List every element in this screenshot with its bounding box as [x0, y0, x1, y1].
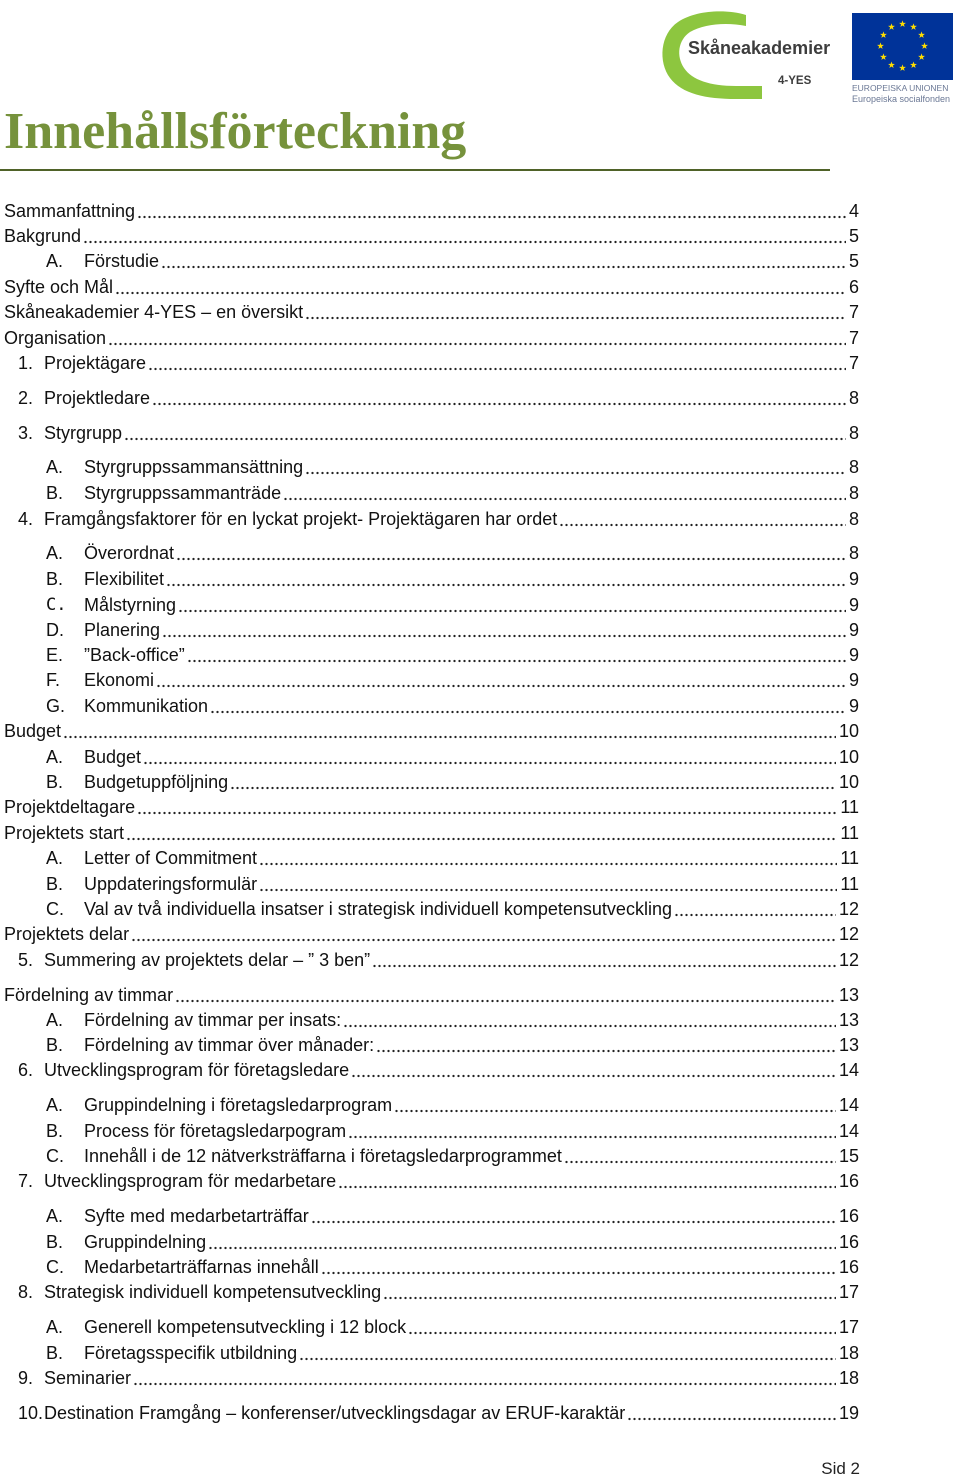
toc-entry-title: Generell kompetensutveckling i 12 block: [84, 1317, 407, 1337]
toc-entry-number: C.: [46, 595, 67, 615]
toc-entry[interactable]: [0, 1230, 859, 1254]
toc-entry-number: D.: [46, 620, 64, 640]
toc-dot-leader: [162, 618, 846, 642]
toc-dot-leader: [137, 795, 837, 819]
toc-entry-page: 11: [840, 823, 859, 843]
toc-entry[interactable]: [0, 541, 859, 565]
toc-dot-leader: [63, 719, 836, 743]
toc-entry-page: 5: [848, 251, 859, 271]
toc-entry-title: Projektledare: [44, 388, 151, 408]
toc-entry-page: 9: [848, 696, 859, 716]
toc-entry-title: Budget: [84, 747, 142, 767]
toc-entry-page: 10: [838, 721, 859, 741]
toc-entry-number: A.: [46, 747, 64, 767]
toc-entry[interactable]: [0, 795, 859, 819]
toc-dot-leader: [166, 567, 846, 591]
toc-entry-page: 10: [838, 772, 859, 792]
toc-entry-number: 5.: [18, 950, 34, 970]
toc-entry-number: C.: [46, 899, 64, 919]
toc-entry[interactable]: [0, 351, 859, 375]
toc-entry-number: 10.: [18, 1403, 44, 1423]
toc-entry-title: Process för företagsledarpogram: [84, 1121, 347, 1141]
toc-entry-page: 9: [848, 670, 859, 690]
toc-entry[interactable]: [0, 1058, 859, 1082]
toc-entry[interactable]: [0, 593, 859, 617]
toc-entry-title: Fördelning av timmar över månader:: [84, 1035, 375, 1055]
toc-entry[interactable]: [0, 1255, 859, 1279]
toc-entry[interactable]: [0, 199, 859, 223]
toc-entry-page: 6: [848, 277, 859, 297]
toc-entry-page: 7: [848, 328, 859, 348]
toc-entry[interactable]: [0, 719, 859, 743]
toc-entry-number: F.: [46, 670, 61, 690]
toc-dot-leader: [210, 694, 846, 718]
toc-entry-number: C.: [46, 1146, 64, 1166]
toc-entry-page: 16: [838, 1206, 859, 1226]
eu-label-union: EUROPEISKA UNIONEN: [852, 83, 949, 93]
toc-entry[interactable]: [0, 983, 859, 1007]
toc-entry[interactable]: [0, 1033, 859, 1057]
toc-entry-number: A.: [46, 1095, 64, 1115]
toc-entry[interactable]: [0, 643, 859, 667]
toc-entry-title: Flexibilitet: [84, 569, 165, 589]
toc-dot-leader: [383, 1280, 836, 1304]
toc-entry[interactable]: [0, 1315, 859, 1339]
toc-entry-page: 13: [838, 985, 859, 1005]
toc-entry[interactable]: [0, 694, 859, 718]
toc-dot-leader: [321, 1255, 836, 1279]
toc-entry-page: 11: [840, 874, 859, 894]
toc-entry-number: A.: [46, 457, 64, 477]
toc-entry-title: Skåneakademier 4-YES – en översikt: [4, 302, 304, 322]
toc-entry-page: 11: [840, 848, 859, 868]
toc-entry-title: Projektets delar: [4, 924, 130, 944]
toc-entry-title: Ekonomi: [84, 670, 155, 690]
toc-entry-page: 12: [838, 899, 859, 919]
toc-entry[interactable]: [0, 846, 859, 870]
toc-entry-page: 9: [848, 569, 859, 589]
toc-entry-page: 13: [838, 1010, 859, 1030]
toc-entry-page: 18: [838, 1343, 859, 1363]
toc-entry-number: A.: [46, 543, 64, 563]
toc-dot-leader: [305, 300, 846, 324]
toc-entry-title: Bakgrund: [4, 226, 82, 246]
toc-entry[interactable]: [0, 421, 859, 445]
toc-entry-title: Val av två individuella insatser i strategisk individuell kompetensutveckling: [84, 899, 672, 919]
toc-entry-number: A.: [46, 848, 64, 868]
eu-emblem: [852, 13, 953, 104]
toc-entry-number: B.: [46, 874, 64, 894]
page-number: Sid 2: [821, 1459, 860, 1478]
toc-entry-page: 18: [838, 1368, 859, 1388]
toc-entry[interactable]: [0, 249, 859, 273]
toc-dot-leader: [137, 199, 846, 223]
toc-entry-number: A.: [46, 1010, 64, 1030]
toc-entry-number: B.: [46, 1232, 64, 1252]
toc-entry[interactable]: [0, 1093, 859, 1117]
toc-entry-page: 9: [848, 620, 859, 640]
toc-dot-leader: [133, 1366, 836, 1390]
toc-entry-page: 8: [848, 423, 859, 443]
toc-entry-number: E.: [46, 645, 64, 665]
page-title: Innehållsförteckning: [4, 103, 467, 160]
toc-entry[interactable]: [0, 326, 859, 350]
toc-entry-page: 8: [848, 483, 859, 503]
toc-entry[interactable]: [0, 1119, 859, 1143]
toc-entry-page: 16: [838, 1171, 859, 1191]
toc-dot-leader: [208, 1230, 836, 1254]
toc-entry-number: B.: [46, 1343, 64, 1363]
toc-entry[interactable]: [0, 300, 859, 324]
toc-entry-page: 8: [848, 509, 859, 529]
toc-entry-title: Styrgrupp: [44, 423, 123, 443]
toc-entry-page: 8: [848, 543, 859, 563]
toc-entry-number: A.: [46, 1206, 64, 1226]
toc-entry[interactable]: [0, 275, 859, 299]
toc-dot-leader: [156, 668, 846, 692]
toc-entry[interactable]: [0, 948, 859, 972]
toc-entry-page: 7: [848, 302, 859, 322]
toc-entry-title: Medarbetarträffarnas innehåll: [84, 1257, 319, 1277]
toc-entry-title: Strategisk individuell kompetensutveckling: [44, 1282, 382, 1302]
toc-entry-page: 14: [838, 1121, 859, 1141]
toc-entry[interactable]: [0, 668, 859, 692]
toc-entry-title: Uppdateringsformulär: [84, 874, 258, 894]
toc-entry-number: A.: [46, 251, 64, 271]
toc-entry[interactable]: [0, 821, 859, 845]
toc-entry-page: 8: [848, 388, 859, 408]
toc-dot-leader: [115, 275, 846, 299]
toc-dot-leader: [131, 922, 836, 946]
toc-entry-page: 14: [838, 1060, 859, 1080]
toc-entry-title: Summering av projektets delar – ” 3 ben”: [44, 950, 371, 970]
toc-dot-leader: [674, 897, 836, 921]
toc-entry[interactable]: [0, 224, 859, 248]
toc-dot-leader: [259, 846, 837, 870]
toc-entry-page: 17: [838, 1282, 859, 1302]
toc-dot-leader: [311, 1204, 836, 1228]
toc-entry-title: Företagsspecifik utbildning: [84, 1343, 298, 1363]
toc-dot-leader: [152, 386, 846, 410]
toc-entry[interactable]: [0, 745, 859, 769]
toc-entry[interactable]: [0, 1169, 859, 1193]
toc-entry-number: B.: [46, 1035, 64, 1055]
toc-entry-number: 2.: [18, 388, 34, 408]
toc-entry-page: 9: [848, 645, 859, 665]
toc-dot-leader: [259, 872, 837, 896]
toc-entry-number: B.: [46, 1121, 64, 1141]
toc-entry-number: B.: [46, 569, 64, 589]
toc-entry-page: 9: [848, 595, 859, 615]
toc-entry-page: 7: [848, 353, 859, 373]
toc-entry-number: 9.: [18, 1368, 34, 1388]
toc-entry-page: 15: [838, 1146, 859, 1166]
toc-entry-page: 13: [838, 1035, 859, 1055]
toc-entry-title: Målstyrning: [84, 595, 177, 615]
toc-entry[interactable]: [0, 567, 859, 591]
toc-entry-title: Syfte med medarbetarträffar: [84, 1206, 309, 1226]
toc-entry-title: Innehåll i de 12 nätverksträffarna i företagsledarprogrammet: [84, 1146, 562, 1166]
toc-dot-leader: [338, 1169, 836, 1193]
toc-entry-title: Planering: [84, 620, 161, 640]
toc-entry-page: 12: [838, 950, 859, 970]
toc-entry[interactable]: [0, 897, 859, 921]
toc-entry-page: 12: [838, 924, 859, 944]
toc-entry-title: Styrgruppssammansättning: [84, 457, 304, 477]
toc-dot-leader: [124, 421, 846, 445]
toc-entry[interactable]: [0, 1341, 859, 1365]
logo-tag: 4-YES: [778, 75, 812, 87]
toc-dot-leader: [305, 455, 846, 479]
toc-dot-leader: [299, 1341, 836, 1365]
toc-dot-leader: [343, 1008, 836, 1032]
toc-entry-title: Letter of Commitment: [84, 848, 258, 868]
toc-entry-page: 4: [848, 201, 859, 221]
toc-entry-page: 14: [838, 1095, 859, 1115]
toc-entry-title: Budget: [4, 721, 62, 741]
toc-dot-leader: [83, 224, 846, 248]
toc-entry-number: 4.: [18, 509, 34, 529]
toc-dot-leader: [230, 770, 836, 794]
toc-entry-title: Fördelning av timmar per insats:: [84, 1010, 342, 1030]
toc-entry[interactable]: [0, 1008, 859, 1032]
toc-entry-page: 8: [848, 457, 859, 477]
toc-dot-leader: [126, 821, 837, 845]
toc-dot-leader: [176, 541, 846, 565]
toc-entry-title: Projektdeltagare: [4, 797, 136, 817]
toc-entry[interactable]: [0, 1366, 859, 1390]
toc-entry-title: Fördelning av timmar: [4, 985, 174, 1005]
toc-entry[interactable]: [0, 922, 859, 946]
toc-entry-page: 11: [840, 797, 859, 817]
toc-entry-title: Organisation: [4, 328, 107, 348]
toc-entry-number: 8.: [18, 1282, 34, 1302]
toc-entry-page: 16: [838, 1257, 859, 1277]
toc-entry-title: Projektägare: [44, 353, 147, 373]
toc-entry-title: ”Back-office”: [84, 645, 185, 665]
toc-dot-leader: [283, 481, 846, 505]
toc-entry[interactable]: [0, 386, 859, 410]
toc-entry-title: Seminarier: [44, 1368, 132, 1388]
toc-entry-title: Förstudie: [84, 251, 160, 271]
eu-label-fund: Europeiska socialfonden: [852, 94, 951, 104]
toc-entry-title: Gruppindelning: [84, 1232, 207, 1252]
toc-entry[interactable]: [0, 455, 859, 479]
toc-entry-page: 19: [838, 1403, 859, 1423]
toc-dot-leader: [372, 948, 836, 972]
toc-entry-title: Sammanfattning: [4, 201, 136, 221]
toc-dot-leader: [148, 351, 846, 375]
toc-entry[interactable]: [0, 481, 859, 505]
toc-entry-number: 1.: [18, 353, 34, 373]
toc-entry-number: C.: [46, 1257, 64, 1277]
toc-entry-number: 7.: [18, 1171, 34, 1191]
toc-entry-page: 17: [838, 1317, 859, 1337]
toc-dot-leader: [376, 1033, 836, 1057]
toc-dot-leader: [559, 507, 846, 531]
toc-entry-title: Gruppindelning i företagsledarprogram: [84, 1095, 393, 1115]
toc-entry-title: Framgångsfaktorer för en lyckat projekt- Projektägaren har ordet: [44, 509, 558, 529]
toc-entry-title: Projektets start: [4, 823, 125, 843]
toc-dot-leader: [187, 643, 846, 667]
toc-entry-title: Utvecklingsprogram för medarbetare: [44, 1171, 337, 1191]
toc-entry[interactable]: [0, 507, 859, 531]
toc-entry[interactable]: [0, 1204, 859, 1228]
toc-dot-leader: [175, 983, 836, 1007]
toc-entry-title: Utvecklingsprogram för företagsledare: [44, 1060, 350, 1080]
toc-entry[interactable]: [0, 1280, 859, 1304]
toc-dot-leader: [178, 593, 846, 617]
toc-entry-number: A.: [46, 1317, 64, 1337]
toc-entry-number: 6.: [18, 1060, 34, 1080]
toc-entry-title: Destination Framgång – konferenser/utvecklingsdagar av ERUF-karaktär: [44, 1403, 626, 1423]
toc-entry[interactable]: [0, 1401, 859, 1425]
toc-entry-page: 5: [848, 226, 859, 246]
toc-dot-leader: [627, 1401, 836, 1425]
toc-entry-title: Kommunikation: [84, 696, 209, 716]
toc-entry-title: Överordnat: [84, 543, 175, 563]
toc-entry-number: B.: [46, 483, 64, 503]
toc-entry[interactable]: [0, 618, 859, 642]
toc-dot-leader: [394, 1093, 836, 1117]
toc-entry-title: Syfte och Mål: [4, 277, 114, 297]
toc-dot-leader: [143, 745, 836, 769]
toc-entry-page: 10: [838, 747, 859, 767]
toc-dot-leader: [408, 1315, 836, 1339]
toc-dot-leader: [351, 1058, 836, 1082]
toc-dot-leader: [108, 326, 846, 350]
toc-entry-number: G.: [46, 696, 66, 716]
toc-entry-title: Budgetuppföljning: [84, 772, 229, 792]
toc-entry[interactable]: [0, 1144, 859, 1168]
logo-name: Skåneakademier: [688, 38, 831, 58]
toc-entry-page: 16: [838, 1232, 859, 1252]
eu-flag-icon: [852, 13, 953, 80]
toc-entry[interactable]: [0, 770, 859, 794]
toc-dot-leader: [348, 1119, 836, 1143]
toc-entry-title: Styrgruppssammanträde: [84, 483, 282, 503]
toc-dot-leader: [564, 1144, 836, 1168]
toc-entry-number: B.: [46, 772, 64, 792]
toc-dot-leader: [161, 249, 846, 273]
toc-entry-number: 3.: [18, 423, 34, 443]
toc-entry[interactable]: [0, 872, 859, 896]
